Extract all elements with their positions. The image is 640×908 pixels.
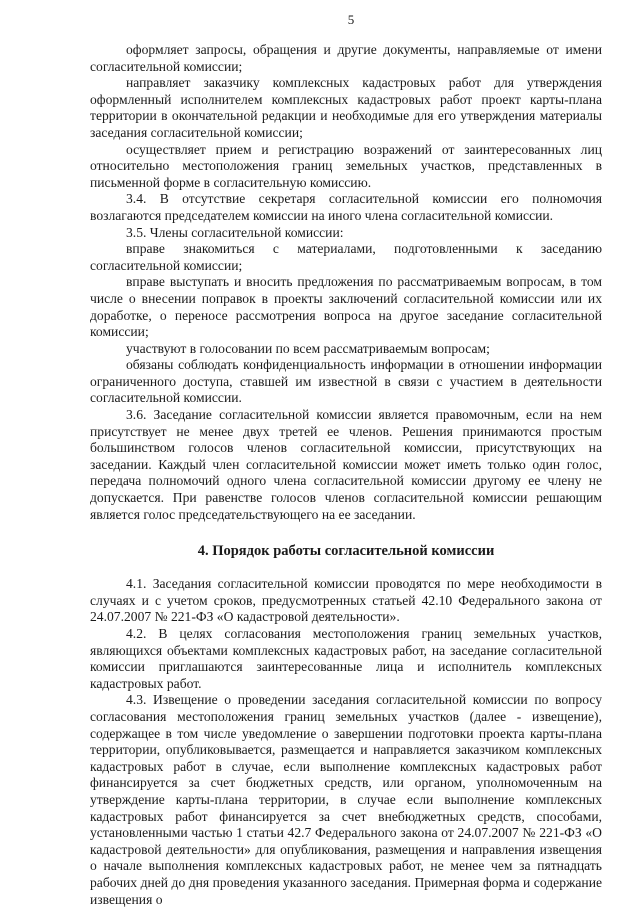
paragraph: вправе выступать и вносить предложения по рассматриваемым вопросам, в том числе о внесении поправок в проекты заключений согласительной комиссии или их доработке, о переносе рассмотрения вопроса на другое заседание согласительной комиссии; — [90, 274, 602, 340]
section-4 — [90, 576, 602, 908]
paragraph: 3.5. Члены согласительной комиссии: — [126, 224, 344, 240]
paragraph: 3.4. В отсутствие секретаря согласительной комиссии его полномочия возлагаются председателем комиссии на иного члена согласительной комиссии. — [90, 191, 602, 223]
paragraph: участвуют в голосовании по всем рассматриваемым вопросам; — [126, 340, 490, 356]
page-number: 5 — [347, 12, 355, 27]
paragraph: 3.6. Заседание согласительной комиссии является правомочным, если на нем присутствует не менее двух третей ее членов. Решения принимаются простым большинством голосов членов согласительной комиссии, присутствующих на заседании. Каждый член согласительной комиссии может иметь только один голос, передача полномочий одного члена согласительной комиссии другому ее члену не допускается. При равенстве голосов членов согласительной комиссии решающим является голос председательствующего на ее заседании. — [90, 407, 602, 522]
section-heading: 4. Порядок работы согласительной комиссии — [197, 543, 495, 560]
section-3-continued — [90, 42, 602, 523]
paragraph: вправе знакомиться с материалами, подготовленными к заседанию согласительной комиссии; — [90, 241, 602, 273]
paragraph: направляет заказчику комплексных кадастровых работ для утверждения оформленный исполнителем комплексных кадастровых работ проект карты-плана территории в окончательной редакции и необходимые для его утверждения материалы заседания согласительной комиссии; — [90, 75, 602, 140]
paragraph: осуществляет прием и регистрацию возражений от заинтересованных лиц относительно местоположения границ земельных участков, представленных в письменной форме в согласительную комиссию. — [90, 141, 602, 190]
paragraph: 4.3. Извещение о проведении заседания согласительной комиссии по вопросу согласования местоположения границ земельных участков (далее - извещение), содержащее в том числе уведомление о завершении подготовки проекта карты-плана территории, опубликовывается, размещается и направляется заказчиком комплексных кадастровых работ в случае, если выполнение комплексных кадастровых работ финансируется за счет бюджетных средств, или органом, уполномоченным на утверждение карты-плана территории, в случае если выполнение комплексных кадастровых работ финансируется за счет внебюджетных средств, способами, установленными частью 1 статьи 42.7 Федерального закона от 24.07.2007 № 221-ФЗ «О кадастровой деятельности» для опубликования, размещения и направления извещения о начале выполнения комплексных кадастровых работ, не менее чем за пятнадцать рабочих дней до дня проведения указанного заседания. Примерная форма и содержание извещения о — [90, 692, 602, 907]
paragraph: 4.2. В целях согласования местоположения границ земельных участков, являющихся объектами комплексных кадастровых работ, на заседание согласительной комиссии приглашаются заинтересованные лица и исполнитель комплексных кадастровых работ. — [90, 626, 602, 691]
paragraph: обязаны соблюдать конфиденциальность информации в отношении информации ограниченного доступа, ставшей им известной в связи с участием в деятельности согласительной комиссии. — [90, 357, 602, 406]
paragraph: оформляет запросы, обращения и другие документы, направляемые от имени согласительной комиссии; — [90, 42, 602, 74]
paragraph: 4.1. Заседания согласительной комиссии проводятся по мере необходимости в случаях и с учетом сроков, предусмотренных статьей 42.10 Федерального закона от 24.07.2007 № 221-ФЗ «О кадастровой деятельности». — [90, 576, 602, 625]
